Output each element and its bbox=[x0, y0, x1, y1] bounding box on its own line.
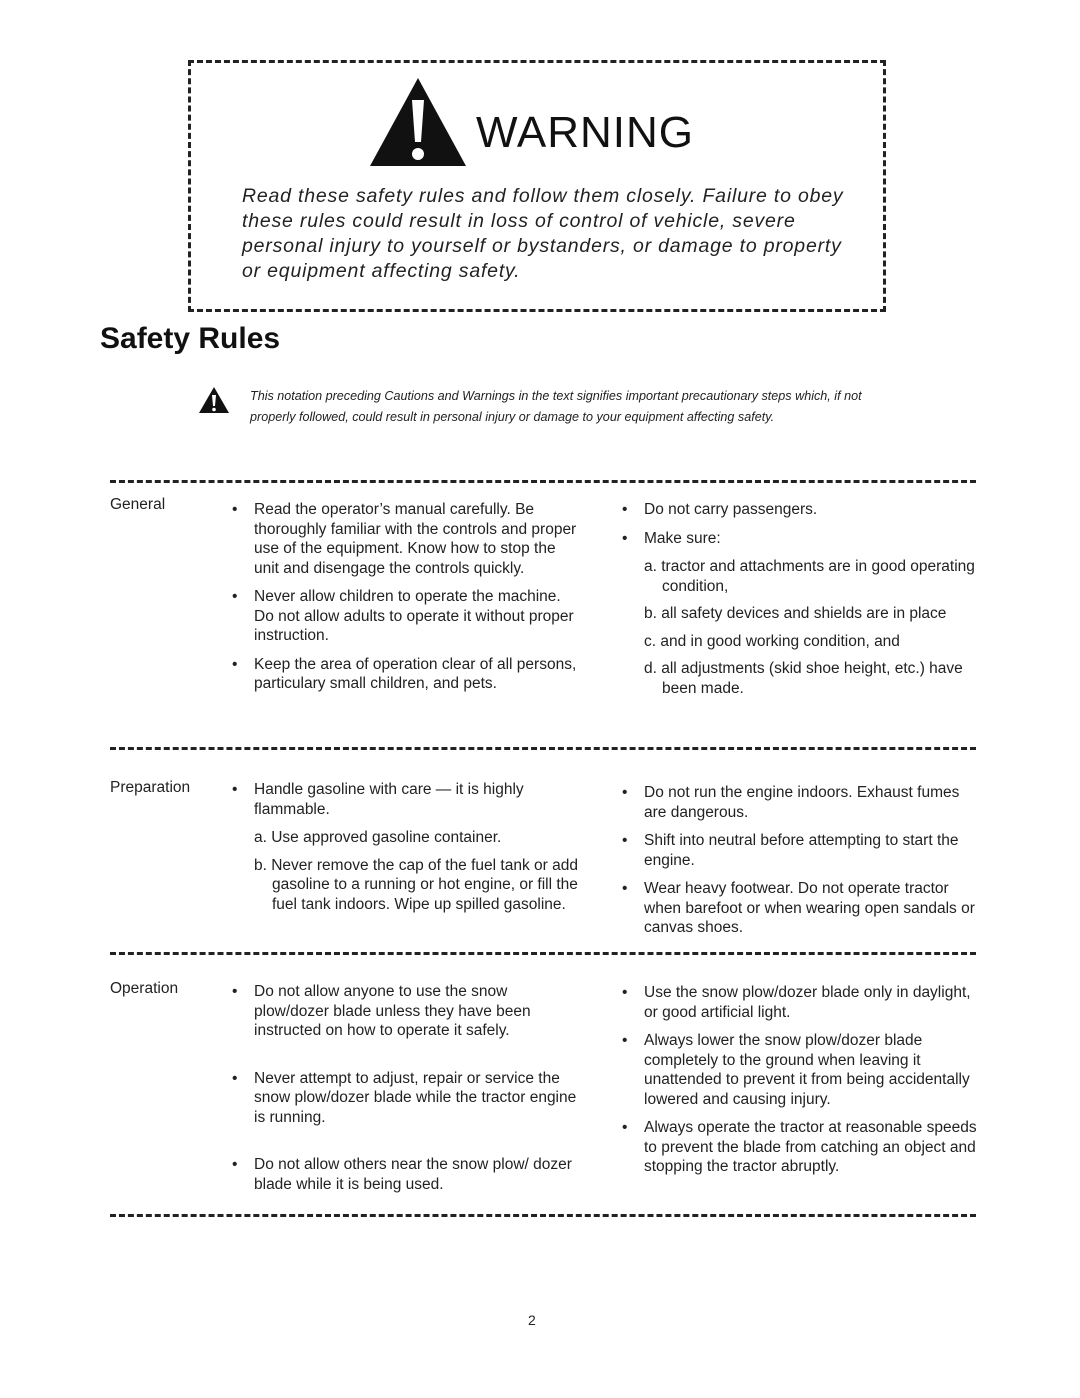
list-item: • Always lower the snow plow/dozer blade completely to the ground when leaving it unattended to prevent it from being accidentally lowered and causing injury. bbox=[622, 1031, 977, 1109]
list-item: • Handle gasoline with care — it is highly flammable. bbox=[232, 780, 582, 819]
page-number: 2 bbox=[528, 1312, 536, 1328]
section-label-operation: Operation bbox=[110, 980, 179, 997]
operation-right-column bbox=[622, 983, 977, 1186]
warning-triangle-icon bbox=[368, 76, 468, 168]
section-divider bbox=[110, 747, 976, 750]
list-item: • Read the operator’s manual carefully. Be thoroughly familiar with the controls and proper use of the equipment. Know how to stop the unit and disengage the controls quickly. bbox=[232, 500, 582, 578]
list-item: • Never attempt to adjust, repair or service the snow plow/dozer blade while the tractor engine is running. bbox=[232, 1069, 582, 1128]
sub-list-item: a. Use approved gasoline container. bbox=[254, 829, 502, 846]
section-divider bbox=[110, 952, 976, 955]
caution-triangle-icon bbox=[198, 386, 230, 414]
section-divider bbox=[110, 1214, 976, 1217]
preparation-left-column bbox=[232, 780, 582, 922]
list-item: • Always operate the tractor at reasonable speeds to prevent the blade from catching an object and stopping the tractor abruptly. bbox=[622, 1118, 977, 1177]
list-item: • Keep the area of operation clear of all persons, particulary small children, and pets. bbox=[232, 655, 582, 694]
sub-list-item: b. Never remove the cap of the fuel tank or add gasoline to a running or hot engine, or fill the fuel tank indoors. Wipe up spilled gasoline. bbox=[254, 856, 578, 913]
section-label-preparation: Preparation bbox=[110, 779, 191, 796]
list-item: • Wear heavy footwear. Do not operate tractor when barefoot or when wearing open sandals or canvas shoes. bbox=[622, 879, 977, 938]
list-item: • Use the snow plow/dozer blade only in daylight, or good artificial light. bbox=[622, 983, 977, 1022]
sub-list-item: c. and in good working condition, and bbox=[644, 632, 900, 650]
warning-heading: WARNING bbox=[476, 108, 695, 157]
sub-list-item: d. all adjustments (skid shoe height, etc.) have been made. bbox=[644, 660, 963, 697]
list-item: • Never allow children to operate the machine. Do not allow adults to operate it without proper instruction. bbox=[232, 587, 582, 646]
list-item: • Do not allow others near the snow plow/ dozer blade while it is being used. bbox=[232, 1155, 582, 1194]
list-item: • Do not run the engine indoors. Exhaust fumes are dangerous. bbox=[622, 783, 977, 822]
warning-header bbox=[368, 72, 728, 168]
warning-text: Read these safety rules and follow them closely. Failure to obey these rules could result in loss of control of vehicle, severe personal injury to yourself or bystanders, or damage to property or equipment affecting safety. bbox=[242, 185, 844, 282]
section-label-general: General bbox=[110, 496, 166, 513]
list-item: • Do not carry passengers. bbox=[622, 500, 977, 520]
section-divider bbox=[110, 480, 976, 483]
notation-text: This notation preceding Cautions and Warnings in the text signifies important precautionary steps which, if not properly followed, could result in personal injury or damage to your equipment affecting safety. bbox=[250, 389, 862, 424]
page-title: Safety Rules bbox=[100, 322, 281, 355]
list-item: • Do not allow anyone to use the snow plow/dozer blade unless they have been instructed on how to operate it safely. bbox=[232, 982, 582, 1041]
sub-list-item: b. all safety devices and shields are in place bbox=[644, 605, 947, 622]
general-left-column bbox=[232, 500, 582, 703]
sub-list-item: a. tractor and attachments are in good operating condition, bbox=[644, 558, 975, 595]
preparation-right-column bbox=[622, 783, 977, 947]
list-item: • Make sure: bbox=[622, 529, 977, 549]
general-right-column bbox=[622, 500, 977, 706]
operation-left-column bbox=[232, 982, 582, 1203]
list-item: • Shift into neutral before attempting to start the engine. bbox=[622, 831, 977, 870]
